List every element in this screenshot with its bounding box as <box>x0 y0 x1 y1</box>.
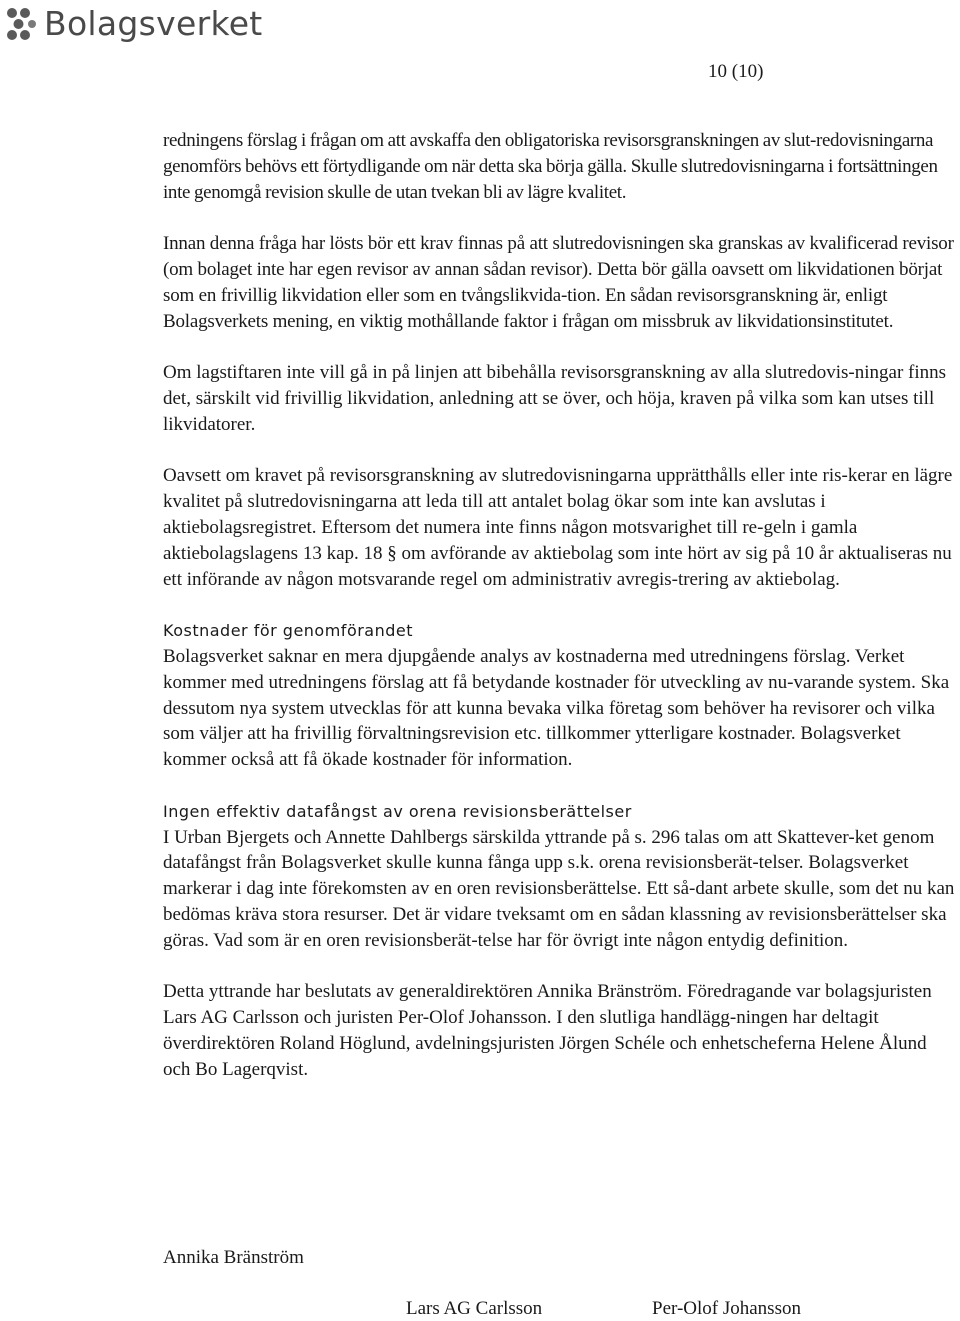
closing-paragraph: Detta yttrande har beslutats av generaldirektören Annika Bränström. Föredragande var bolagsjuristen Lars AG Carlsson och juristen Per-Olof Johansson. I den slutliga handlägg-ningen har deltagit överdirektören Roland Höglund, avdelningsjuristen Jörgen Schéle och enhetscheferna Helene Ålund och Bo Lagerqvist. <box>163 981 932 1080</box>
signature-third: Per-Olof Johansson <box>652 1298 801 1319</box>
section-heading-costs: Kostnader för genomförandet <box>163 621 414 641</box>
bolagsverket-logo <box>4 4 263 44</box>
section-text-data-capture: I Urban Bjergets och Annette Dahlbergs särskilda yttrande på s. 296 talas om att Skattever-ket genom datafångst från Bolagsverket skulle kunna fånga upp s.k. orena revisionsberät-telser. Bolagsverket markerar i dag inte förekomsten av en oren revisionsberättelse. Ett så-dant arbete skulle, som det nu kan bedömas kräva stora resurser. Det är vidare tveksamt om en sådan klassning av revisionsberättelser ska göras. Vad som är en oren revisionsberät-telse har för övrigt inte någon entydig definition. <box>163 826 955 951</box>
signature-second: Lars AG Carlsson <box>406 1298 543 1319</box>
paragraph: Om lagstiftaren inte vill gå in på linjen att bibehålla revisorsgranskning av alla slutredovis-ningar finns det, särskilt vid frivillig likvidation, anledning att se över, och höja, kraven på vilka som kan utses till likvidatorer. <box>163 362 947 435</box>
logo-mark-icon <box>4 7 38 41</box>
letter-body <box>163 128 958 1082</box>
paragraph: Oavsett om kravet på revisorsgranskning av slutredovisningarna upprätthålls eller inte ris-kerar en lägre kvalitet på slutredovisningarna att leda till att antalet bolag ökar som inte kan avslutas i aktiebolagsregistret. Eftersom det numera inte finns någon motsvarighet till re-geln i gamla aktiebolagslagens 13 kap. 18 § om avförande av aktiebolag som inte hört av sig på 10 år aktualiseras nu ett införande av någon motsvarande regel om administrativ avregis-trering av aktiebolag. <box>163 465 953 590</box>
paragraph: Innan denna fråga har lösts bör ett krav finnas på att slutredovisningen ska granskas av kvalificerad revisor (om bolaget inte har egen revisor av annan sådan revisor). Detta bör gälla oavsett om likvidationen börjat som en frivillig likvidation eller som en tvångslikvida-tion. En sådan revisorsgranskning är, enligt Bolagsverkets mening, en viktig mothållande faktor i frågan om missbruk av likvidationsinstitutet. <box>163 233 954 332</box>
page-number: 10 (10) <box>708 61 764 82</box>
signature-primary: Annika Bränström <box>163 1247 304 1268</box>
section-heading-data-capture: Ingen effektiv datafångst av orena revisionsberättelser <box>163 801 632 821</box>
paragraph: redningens förslag i frågan om att avskaffa den obligatoriska revisorsgranskningen av slut-redovisningarna genomförs behövs ett förtydligande om när detta ska börja gälla. Skulle slutredovisningarna i fortsättningen inte genomgå revision skulle de utan tvekan bli av lägre kvalitet. <box>163 130 938 203</box>
section-text-costs: Bolagsverket saknar en mera djupgående analys av kostnaderna med utredningens förslag. Verket kommer med utredningens förslag att få betydande kostnader för utveckling av nu-varande system. Ska dessutom nya system utvecklas för att kunna bevaka vilka företag som behöver ha revisorer och vilka som väljer att ha frivillig förvaltningsrevision etc. tillkommer ytterligare kostnader. Bolagsverket kommer också att få ökade kostnader för information. <box>163 645 950 771</box>
logo-text: Bolagsverket <box>44 4 263 43</box>
